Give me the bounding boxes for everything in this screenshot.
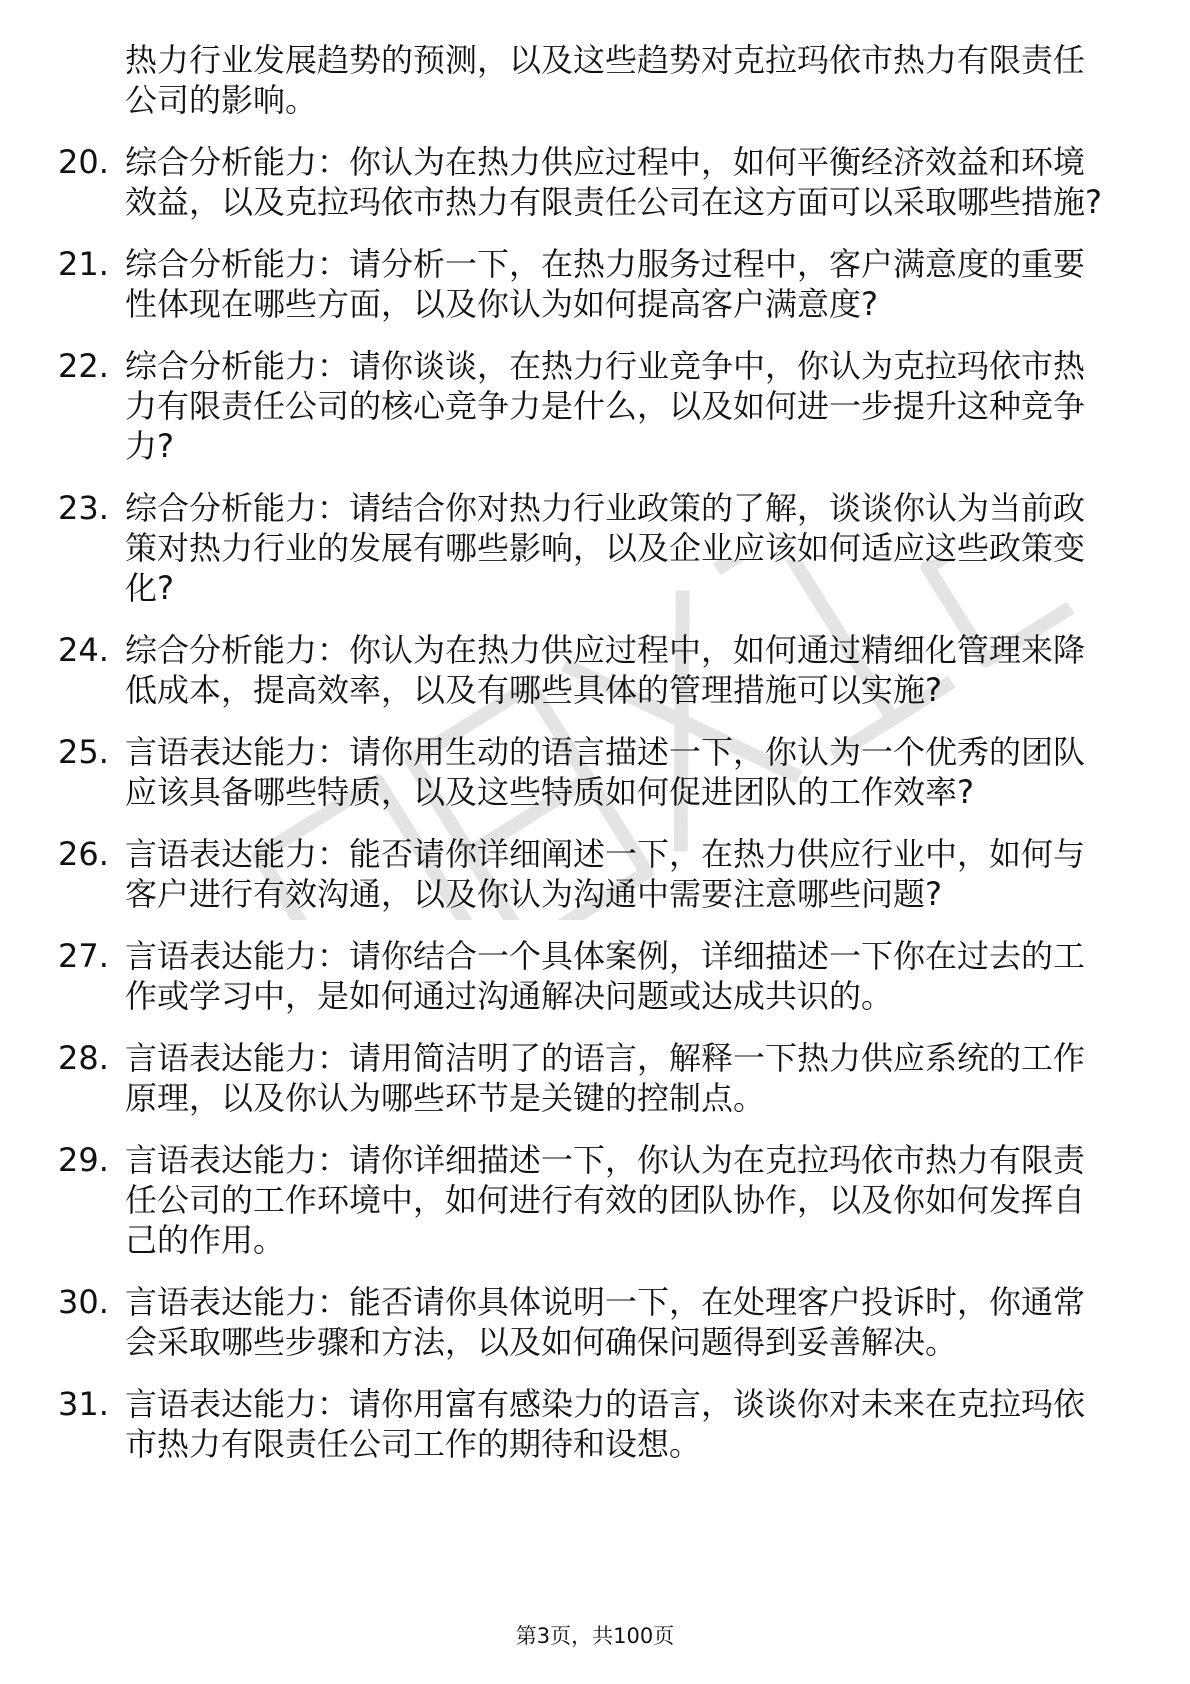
question-text: 综合分析能力：你认为在热力供应过程中，如何通过精细化管理来降低成本，提高效率，以及有哪些具体的管理措施可以实施? xyxy=(125,631,1086,709)
question-number: 20. xyxy=(58,143,109,181)
question-text: 综合分析能力：你认为在热力供应过程中，如何平衡经济效益和环境效益，以及克拉玛依市热力有限责任公司在这方面可以采取哪些措施? xyxy=(125,143,1102,221)
question-item xyxy=(0,488,1190,608)
question-item xyxy=(0,1038,1190,1118)
question-item xyxy=(0,346,1190,466)
question-text: 综合分析能力：请分析一下，在热力服务过程中，客户满意度的重要性体现在哪些方面，以及你认为如何提高客户满意度? xyxy=(125,245,1086,323)
question-text: 言语表达能力：请你用生动的语言描述一下，你认为一个优秀的团队应该具备哪些特质，以及这些特质如何促进团队的工作效率? xyxy=(125,733,1086,811)
question-item xyxy=(0,142,1190,222)
question-text: 言语表达能力：请你结合一个具体案例，详细描述一下你在过去的工作或学习中，是如何通过沟通解决问题或达成共识的。 xyxy=(125,937,1086,1015)
question-number: 30. xyxy=(58,1283,109,1321)
question-number: 27. xyxy=(58,937,109,975)
question-item xyxy=(0,936,1190,1016)
question-number: 24. xyxy=(58,631,109,669)
question-number: 21. xyxy=(58,245,109,283)
question-number: 23. xyxy=(58,489,109,527)
question-text: 综合分析能力：请你谈谈，在热力行业竞争中，你认为克拉玛依市热力有限责任公司的核心竞争力是什么，以及如何进一步提升这种竞争力? xyxy=(125,347,1086,465)
question-item xyxy=(0,834,1190,914)
question-text: 言语表达能力：请用简洁明了的语言，解释一下热力供应系统的工作原理，以及你认为哪些环节是关键的控制点。 xyxy=(125,1039,1086,1117)
question-number: 22. xyxy=(58,347,109,385)
question-item xyxy=(0,1140,1190,1260)
question-item xyxy=(0,1282,1190,1362)
question-list xyxy=(0,142,1190,1464)
question-item xyxy=(0,244,1190,324)
question-text: 综合分析能力：请结合你对热力行业政策的了解，谈谈你认为当前政策对热力行业的发展有哪些影响，以及企业应该如何适应这些政策变化? xyxy=(125,489,1086,607)
page-footer: 第3页，共100页 xyxy=(515,1624,675,1648)
question-number: 31. xyxy=(58,1385,109,1423)
question-number: 29. xyxy=(58,1141,109,1179)
question-text: 言语表达能力：请你详细描述一下，你认为在克拉玛依市热力有限责任公司的工作环境中，如何进行有效的团队协作，以及你如何发挥自己的作用。 xyxy=(125,1141,1086,1259)
question-item xyxy=(0,732,1190,812)
question-number: 26. xyxy=(58,835,109,873)
continued-paragraph: 热力行业发展趋势的预测，以及这些趋势对克拉玛依市热力有限责任公司的影响。 xyxy=(125,41,1086,119)
question-item xyxy=(0,630,1190,710)
question-item xyxy=(0,1384,1190,1464)
question-text: 言语表达能力：能否请你详细阐述一下，在热力供应行业中，如何与客户进行有效沟通，以及你认为沟通中需要注意哪些问题? xyxy=(125,835,1086,913)
question-number: 28. xyxy=(58,1039,109,1077)
page-content xyxy=(0,40,1190,1486)
question-number: 25. xyxy=(58,733,109,771)
question-text: 言语表达能力：请你用富有感染力的语言，谈谈你对未来在克拉玛依市热力有限责任公司工作的期待和设想。 xyxy=(125,1385,1086,1463)
question-text: 言语表达能力：能否请你具体说明一下，在处理客户投诉时，你通常会采取哪些步骤和方法，以及如何确保问题得到妥善解决。 xyxy=(125,1283,1086,1361)
